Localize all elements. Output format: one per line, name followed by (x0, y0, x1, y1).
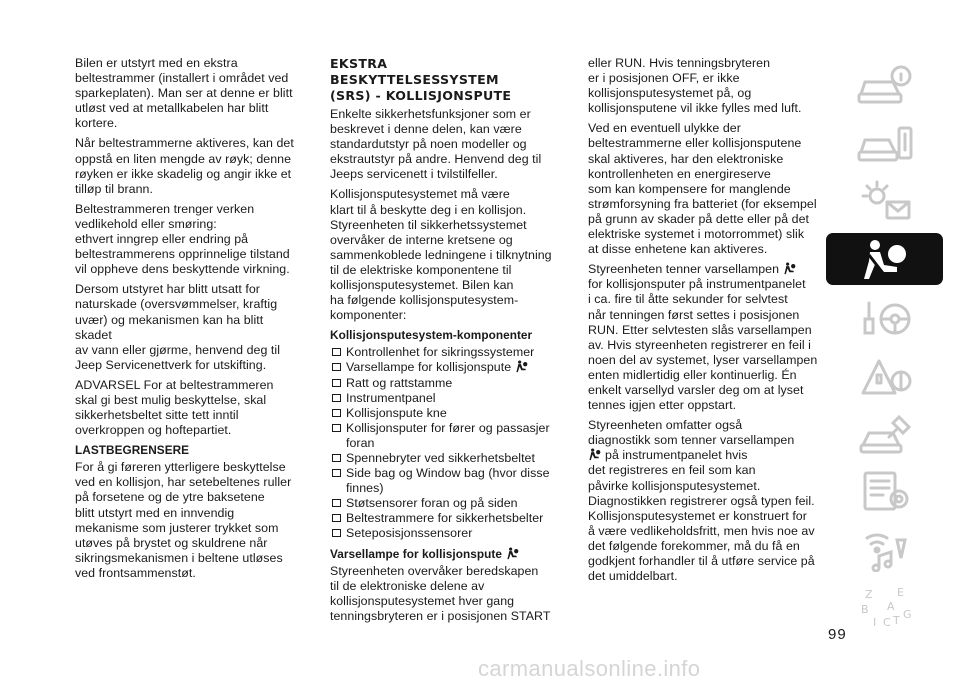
tab-starting-driving[interactable] (826, 291, 943, 343)
list-item-text: Side bag og Window bag (hvor disse finnes) (346, 466, 550, 496)
tab-safety[interactable] (826, 233, 943, 285)
list-item-text: Seteposisjonssensorer (346, 526, 473, 541)
checkbox-square-icon (332, 514, 341, 522)
car-manual-icon (853, 120, 917, 164)
list-item (330, 496, 556, 511)
paragraph-text: for kollisjonsputer på instrumentpanelet i ca. fire til åtte sekunder for selvtest når tenningen først settes i posisjonen RUN. Etter selvtesten slås varsellampen av. Hvis styreenheten registrerer en feil i noen del av systemet, lyser varsellampen enten midlertidig eller kontinuerlig. Én enkelt varsellyd varsler deg om at lyset tennes igjen etter oppstart. (588, 277, 818, 413)
paragraph: Bilen er utstyrt med en ekstra beltestrammer (installert i området ved sparkeplaten). Man ser at denne er blitt utløst ved at metallkabelen har blitt kortere. (75, 56, 293, 131)
technical-data-icon (853, 469, 917, 513)
checkbox-square-icon (332, 394, 341, 402)
paragraph-text: Styreenheten tenner varsellampen (588, 262, 780, 277)
checkbox-square-icon (332, 529, 341, 537)
paragraph: Enkelte sikkerhetsfunksjoner som er beskrevet i denne delen, kan være standardutstyr på noen modeller og ekstrautstyr på andre. Henvend deg til Jeeps servicenett i tvilstilfeller. (330, 107, 542, 182)
checkbox-square-icon (332, 469, 341, 477)
list-item (330, 511, 556, 526)
index-letter: C (882, 615, 891, 629)
text-column-left (75, 56, 301, 586)
text-column-middle (330, 56, 556, 629)
paragraph: Dersom utstyret har blitt utsatt for naturskade (oversvømmelser, kraftig uvær) og mekanismen kan ha blitt skadet av vann eller gjørme, henvend deg til Jeep Servicenettverk for utskifting. (75, 282, 281, 372)
tab-car-manual[interactable] (826, 116, 943, 168)
index-letter: I (872, 615, 876, 629)
list-item (330, 526, 556, 541)
maintenance-icon (853, 411, 917, 455)
list-item (330, 345, 556, 360)
watermark: carmanualsonline.info (478, 656, 701, 681)
paragraph: eller RUN. Hvis tenningsbryteren er i posisjonen OFF, er ikke kollisjonsputesystemet på, og kollisjonsputene vil ikke fylles med luft. (588, 56, 802, 116)
tab-maintenance[interactable] (826, 407, 943, 459)
paragraph-text: Styreenheten omfatter også diagnostikk som tenner varsellampen (588, 418, 795, 448)
warning-paragraph: ADVARSEL For at beltestrammeren skal gi best mulig beskyttelse, skal sikkerhetsbeltet sitte tett inntil overkroppen og hoftepartiet. (75, 377, 274, 438)
text-column-right (588, 56, 820, 589)
airbag-warning-icon (506, 547, 519, 560)
checkbox-square-icon (332, 499, 341, 507)
subheading: Kollisjonsputesystem-komponenter (330, 328, 533, 343)
list-item-text: Støtsensorer foran og på siden (346, 496, 518, 511)
index-letter: G (902, 607, 912, 621)
index-letter: Z (864, 587, 873, 601)
checkbox-square-icon (332, 348, 341, 356)
checkbox-square-icon (332, 363, 341, 371)
paragraph (588, 418, 820, 584)
paragraph (588, 262, 820, 413)
subheading (330, 547, 556, 562)
component-list (330, 345, 556, 541)
list-item-text: Ratt og rattstamme (346, 375, 453, 390)
list-item-text: Kollisjonspute kne (346, 405, 447, 420)
list-item (330, 421, 556, 451)
chapter-tab-sidebar (826, 58, 943, 640)
airbag-warning-icon (588, 448, 601, 461)
airbag-warning-icon (515, 360, 528, 373)
starting-driving-icon (853, 295, 917, 339)
list-item (330, 466, 556, 496)
list-item (330, 451, 556, 466)
section-heading: LASTBEGRENSERE (75, 443, 190, 458)
list-item-text: Instrumentpanel (346, 390, 436, 405)
car-info-icon (853, 62, 917, 106)
index-icon (853, 586, 917, 630)
emergency-icon (853, 353, 917, 397)
index-letter: A (886, 599, 895, 613)
tab-car-info[interactable] (826, 58, 943, 110)
index-letter: T (892, 613, 900, 627)
paragraph: Kollisjonsputesystemet må være klart til å beskytte deg i en kollisjon. Styreenheten til sikkerhetssystemet overvåker de interne kretsene og sammenkoblede ledningene i tilknytning til de elektriske komponentene til kollisjonsputesystemet. Bilen kan ha følgende kollisjonsputesystem- komponenter: (330, 187, 552, 323)
subheading-text: Varsellampe for kollisjonspute (330, 546, 502, 561)
paragraph-text: på instrumentpanelet hvis det registreres en feil som kan påvirke kollisjonsputesystemet. Diagnostikken registrerer også typen feil. Kollisjonsputesystemet er konstruert for å være vedlikeholdsfritt, men hvis noe av det følgende forekommer, må du få en godkjent forhandler til å utføre service på det umiddelbart. (588, 448, 815, 584)
warning-lights-icon (853, 178, 917, 222)
paragraph: For å gi føreren ytterligere beskyttelse ved en kollisjon, har setebeltenes ruller på forsetene og de ytre baksetene blitt utstyrt med en innvendig mekanisme som justerer trykket som utøves på brystet og skuldrene når sikringsmekanismen i beltene utløses ved frontsammenstøt. (75, 460, 292, 580)
list-item (330, 406, 556, 421)
paragraph: Styreenheten overvåker beredskapen til de elektroniske delene av kollisjonsputesystemet hver gang tenningsbryteren er i posisjonen START (330, 563, 551, 623)
checkbox-square-icon (332, 409, 341, 417)
list-item (330, 391, 556, 406)
list-item-text: Spennebryter ved sikkerhetsbeltet (346, 450, 535, 465)
checkbox-square-icon (332, 454, 341, 462)
section-title: EKSTRA BESKYTTELSESSYSTEM (SRS) - KOLLISJONSPUTE (330, 56, 512, 103)
list-item-text: Varsellampe for kollisjonspute (346, 360, 512, 375)
checkbox-square-icon (332, 424, 341, 432)
multimedia-icon (853, 528, 917, 572)
airbag-safety-icon (853, 237, 917, 281)
index-letter: E (896, 585, 904, 599)
page-number: 99 (828, 626, 847, 643)
list-item (330, 360, 556, 375)
list-item (330, 376, 556, 391)
tab-emergency[interactable] (826, 349, 943, 401)
tab-warning-lights[interactable] (826, 174, 943, 226)
airbag-warning-icon (783, 262, 796, 275)
list-item-text: Beltestrammere for sikkerhetsbelter (346, 511, 544, 526)
list-item-text: Kontrollenhet for sikringssystemer (346, 345, 535, 360)
paragraph: Beltestrammeren trenger verken vedlikehold eller smøring: ethvert inngrep eller endring på beltestrammerens opprinnelige tilstand vil oppheve dens beskyttende virkning. (75, 201, 290, 277)
paragraph: Ved en eventuell ulykke der beltestrammerne eller kollisjonsputene skal aktiveres, har den elektroniske kontrollenheten en energireserve som kan kompensere for manglende strømforsyning fra batteriet (for eksempel på grunn av skader på dette eller på det elektriske systemet i motorrommet) slik at disse enhetene kan aktiveres. (588, 121, 817, 257)
checkbox-square-icon (332, 379, 341, 387)
list-item-text: Kollisjonsputer for fører og passasjer foran (346, 420, 550, 450)
tab-technical-data[interactable] (826, 465, 943, 517)
paragraph: Når beltestrammerne aktiveres, kan det oppstå en liten mengde av røyk; denne røyken er ikke skadelig og angir ikke et tilløp til brann. (75, 136, 294, 196)
index-letter: B (860, 602, 869, 616)
tab-multimedia[interactable] (826, 524, 943, 576)
